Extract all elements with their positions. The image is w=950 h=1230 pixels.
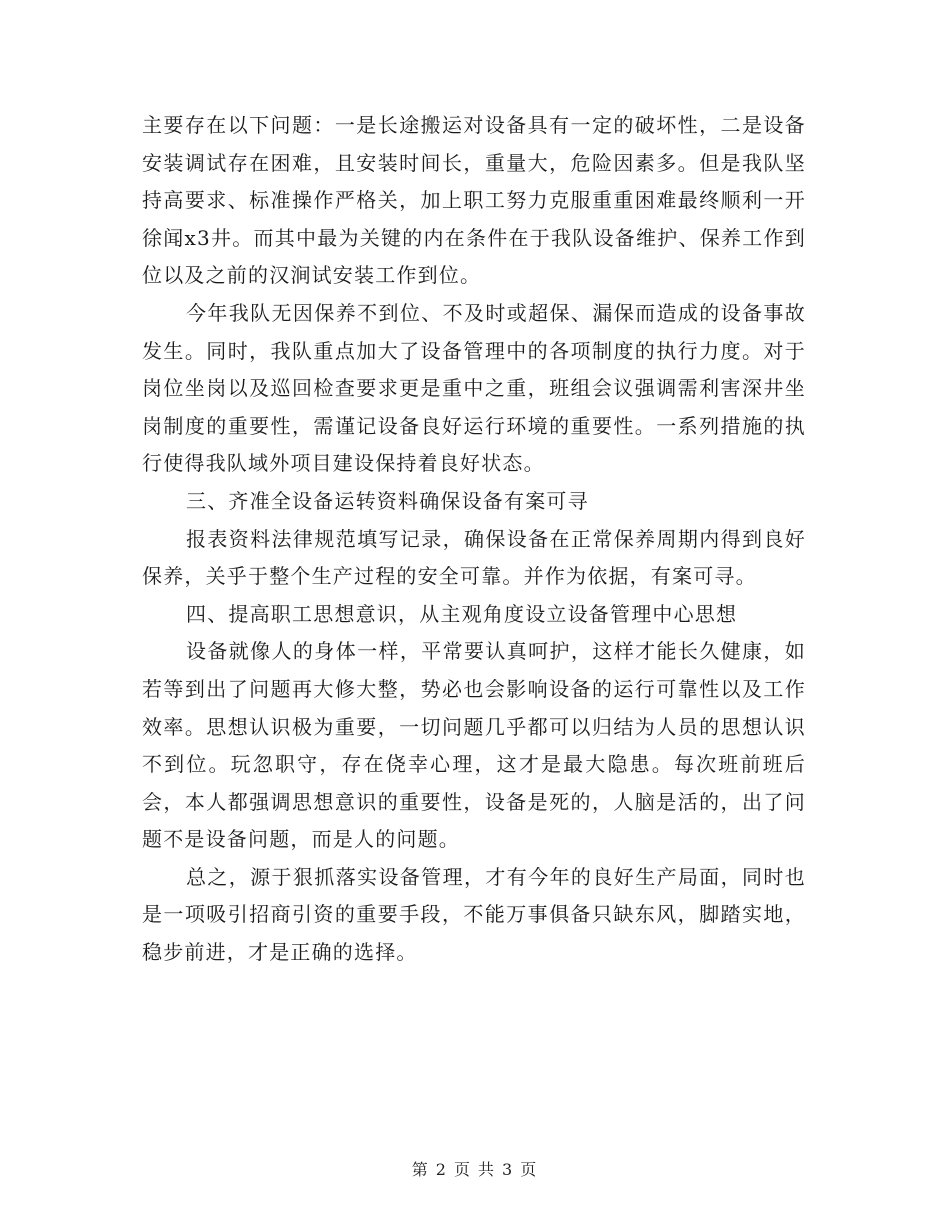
footer-page-word: 页 bbox=[453, 1160, 472, 1179]
footer-current-page: 2 bbox=[435, 1160, 448, 1179]
paragraph-problems: 主要存在以下问题：一是长途搬运对设备具有一定的破坏性，二是设备安装调试存在困难，且安装时间长，重量大，危险因素多。但是我队坚持高要求、标准操作严格关，加上职工努力克服重重困难最终顺利一开徐闻x3井。而其中最为关键的内在条件在于我队设备维护、保养工作到位以及之前的汉涧试安装工作到位。 bbox=[142, 113, 806, 288]
document-body bbox=[142, 107, 806, 972]
section-heading-4: 四、提高职工思想意识，从主观角度设立设备管理中心思想 bbox=[186, 601, 738, 626]
section-heading-3: 三、齐准全设备运转资料确保设备有案可寻 bbox=[186, 488, 589, 513]
footer-total-word: 共 bbox=[478, 1160, 497, 1179]
paragraph-awareness: 设备就像人的身体一样，平常要认真呵护，这样才能长久健康，如若等到出了问题再大修大整，势必也会影响设备的运行可靠性以及工作效率。思想认识极为重要，一切问题几乎都可以归结为人员的思想认识不到位。玩忽职守，存在侥幸心理，这才是最大隐患。每次班前班后会，本人都强调思想意识的重要性，设备是死的，人脑是活的，出了问题不是设备问题，而是人的问题。 bbox=[142, 639, 806, 852]
page-footer bbox=[0, 1157, 950, 1180]
footer-total-pages: 3 bbox=[502, 1160, 515, 1179]
paragraph-conclusion: 总之，源于狠抓落实设备管理，才有今年的良好生产局面，同时也是一项吸引招商引资的重要手段，不能万事俱备只缺东风，脚踏实地，稳步前进，才是正确的选择。 bbox=[142, 864, 806, 965]
paragraph-records: 报表资料法律规范填写记录，确保设备在正常保养周期内得到良好保养，关乎于整个生产过程的安全可靠。并作为依据，有案可寻。 bbox=[142, 526, 806, 589]
footer-prefix: 第 bbox=[411, 1160, 430, 1179]
footer-suffix: 页 bbox=[520, 1160, 539, 1179]
paragraph-maintenance: 今年我队无因保养不到位、不及时或超保、漏保而造成的设备事故发生。同时，我队重点加大了设备管理中的各项制度的执行力度。对于岗位坐岗以及巡回检查要求更是重中之重，班组会议强调需利害深井坐岗制度的重要性，需谨记设备良好运行环境的重要性。一系列措施的执行使得我队域外项目建设保持着良好状态。 bbox=[142, 300, 806, 476]
